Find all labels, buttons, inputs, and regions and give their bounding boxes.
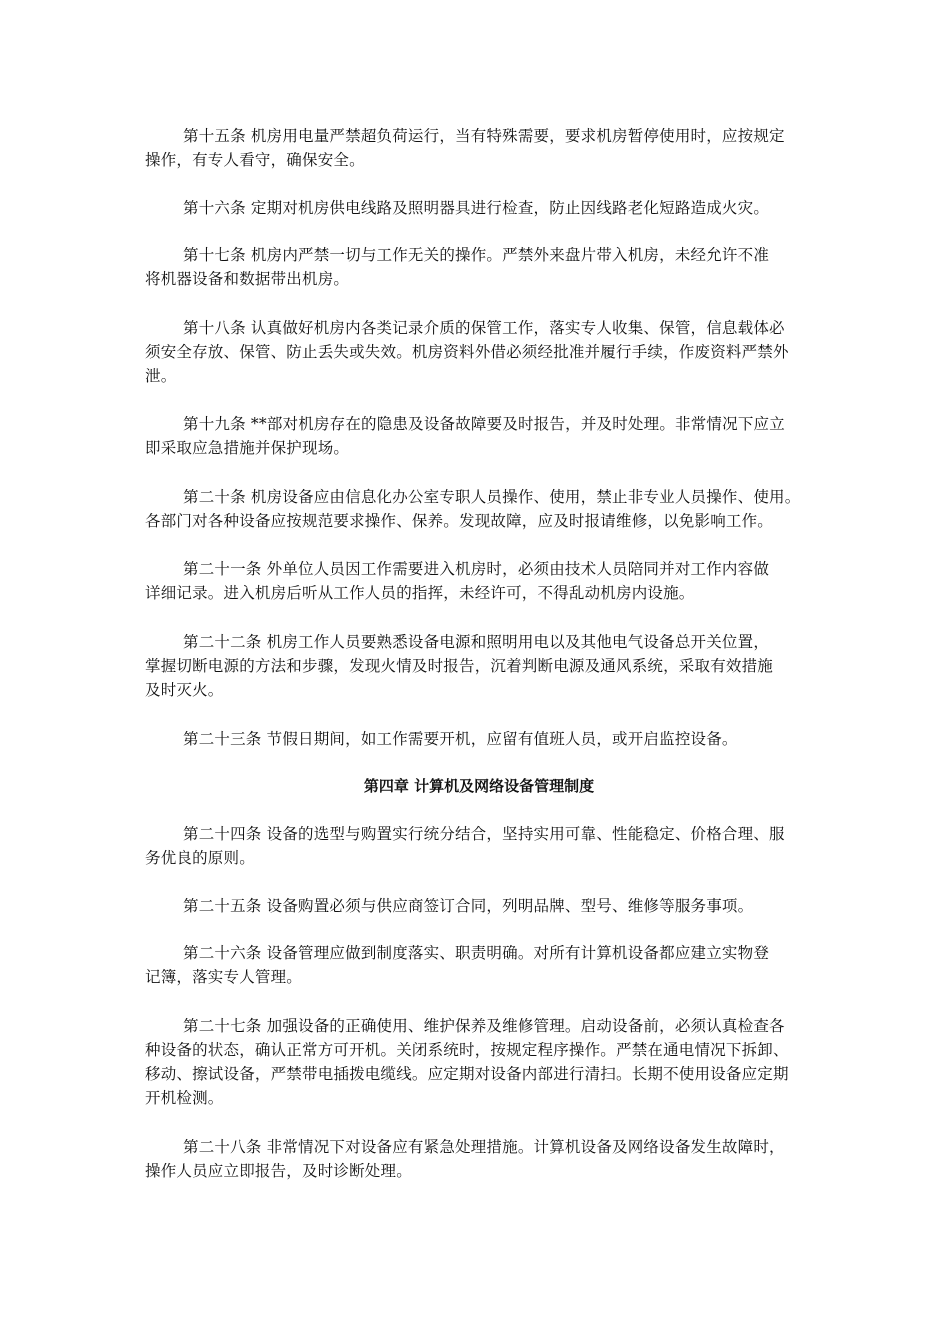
article-17 <box>145 243 813 291</box>
article-20 <box>145 485 813 533</box>
article-line: 第十六条 定期对机房供电线路及照明器具进行检查，防止因线路老化短路造成火灾。 <box>183 199 770 217</box>
article-line: 开机检测。 <box>145 1089 224 1107</box>
article-line: 务优良的原则。 <box>145 849 255 867</box>
article-line: 第二十四条 设备的选型与购置实行统分结合，坚持实用可靠、性能稳定、价格合理、服 <box>183 825 785 843</box>
article-line: 第十八条 认真做好机房内各类记录介质的保管工作，落实专人收集、保管，信息载体必 <box>183 319 785 337</box>
article-line: 将机器设备和数据带出机房。 <box>145 270 350 288</box>
article-18 <box>145 316 813 388</box>
article-line: 泄。 <box>145 367 177 385</box>
article-28 <box>145 1135 813 1183</box>
article-16 <box>145 196 813 220</box>
article-line: 第二十条 机房设备应由信息化办公室专职人员操作、使用，禁止非专业人员操作、使用。 <box>183 488 801 506</box>
article-line: 移动、擦试设备，严禁带电插拨电缆线。应定期对设备内部进行清扫。长期不使用设备应定期 <box>145 1065 789 1083</box>
article-line: 掌握切断电源的方法和步骤，发现火情及时报告，沉着判断电源及通风系统，采取有效措施 <box>145 657 774 675</box>
article-line: 第二十五条 设备购置必须与供应商签订合同，列明品牌、型号、维修等服务事项。 <box>183 897 754 915</box>
article-line: 第十九条 **部对机房存在的隐患及设备故障要及时报告，并及时处理。非常情况下应立 <box>183 415 785 433</box>
article-22 <box>145 630 813 702</box>
article-line: 记簿，落实专人管理。 <box>145 968 303 986</box>
article-line: 第十五条 机房用电量严禁超负荷运行，当有特殊需要，要求机房暂停使用时，应按规定 <box>183 127 785 145</box>
article-line: 及时灭火。 <box>145 681 224 699</box>
article-24 <box>145 822 813 870</box>
article-15 <box>145 124 813 172</box>
article-line: 第二十三条 节假日期间，如工作需要开机，应留有值班人员，或开启监控设备。 <box>183 730 738 748</box>
article-line: 即采取应急措施并保护现场。 <box>145 439 350 457</box>
article-line: 操作，有专人看守，确保安全。 <box>145 151 365 169</box>
article-line: 第二十六条 设备管理应做到制度落实、职责明确。对所有计算机设备都应建立实物登 <box>183 944 770 962</box>
article-26 <box>145 941 813 989</box>
article-line: 各部门对各种设备应按规范要求操作、保养。发现故障，应及时报请维修，以免影响工作。 <box>145 512 774 530</box>
article-line: 操作人员应立即报告，及时诊断处理。 <box>145 1162 412 1180</box>
chapter-heading: 第四章 计算机及网络设备管理制度 <box>363 777 595 795</box>
article-25 <box>145 894 813 918</box>
article-line: 第十七条 机房内严禁一切与工作无关的操作。严禁外来盘片带入机房，未经允许不准 <box>183 246 770 264</box>
article-21 <box>145 557 813 605</box>
article-line: 第二十一条 外单位人员因工作需要进入机房时，必须由技术人员陪同并对工作内容做 <box>183 560 770 578</box>
article-line: 须安全存放、保管、防止丢失或失效。机房资料外借必须经批准并履行手续，作废资料严禁外 <box>145 343 789 361</box>
article-line: 第二十二条 机房工作人员要熟悉设备电源和照明用电以及其他电气设备总开关位置， <box>183 633 770 651</box>
article-line: 第二十七条 加强设备的正确使用、维护保养及维修管理。启动设备前，必须认真检查各 <box>183 1017 785 1035</box>
article-23 <box>145 727 813 751</box>
article-27 <box>145 1014 813 1110</box>
article-line: 第二十八条 非常情况下对设备应有紧急处理措施。计算机设备及网络设备发生故障时， <box>183 1138 785 1156</box>
article-19 <box>145 412 813 460</box>
article-line: 详细记录。进入机房后听从工作人员的指挥，未经许可，不得乱动机房内设施。 <box>145 584 695 602</box>
article-line: 种设备的状态，确认正常方可开机。关闭系统时，按规定程序操作。严禁在通电情况下拆卸、 <box>145 1041 789 1059</box>
